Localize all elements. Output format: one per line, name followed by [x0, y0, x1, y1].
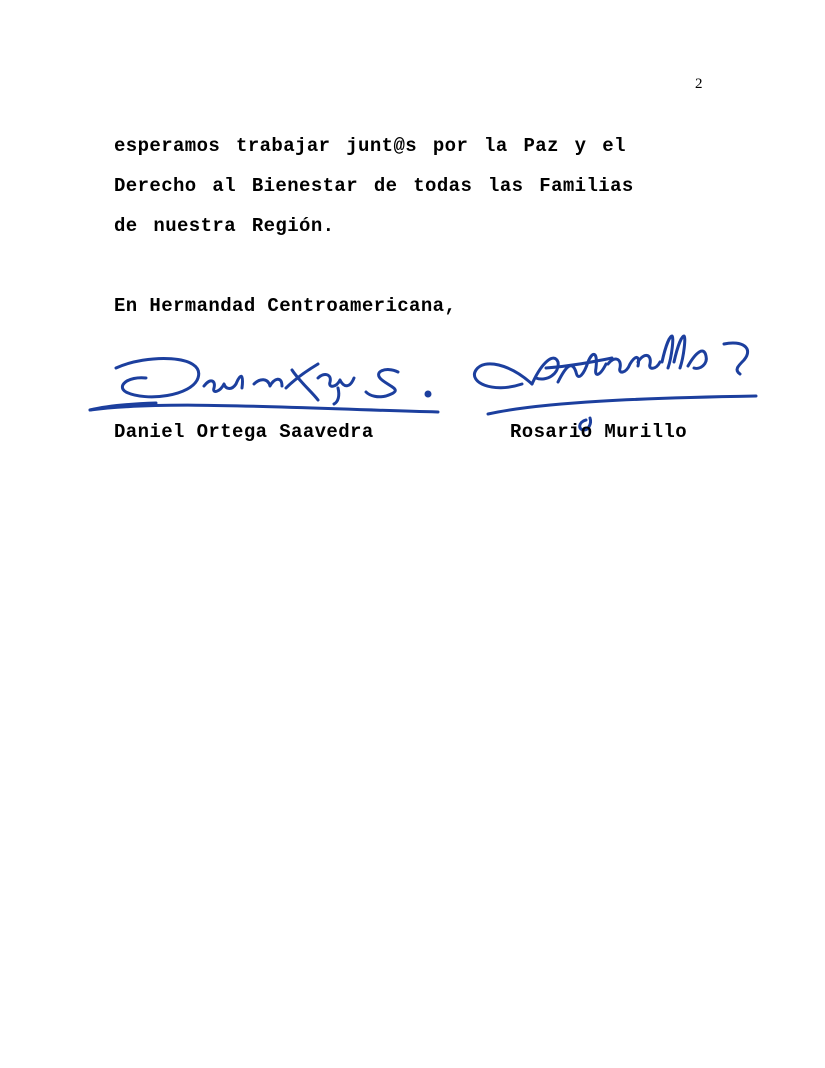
letter-body	[114, 126, 634, 246]
closing-salutation: En Hermandad Centroamericana,	[114, 295, 457, 317]
body-line: Derecho al Bienestar de todas las Familias	[114, 175, 634, 197]
page-number: 2	[695, 76, 703, 92]
body-line: de nuestra Región.	[114, 215, 335, 237]
body-line: esperamos trabajar junt@s por la Paz y el	[114, 135, 626, 157]
signature-daniel-ortega	[86, 348, 446, 420]
signature-rosario-murillo	[462, 322, 762, 432]
signatory-name: Rosario Murillo	[510, 421, 688, 443]
signatory-name: Daniel Ortega Saavedra	[114, 421, 374, 443]
